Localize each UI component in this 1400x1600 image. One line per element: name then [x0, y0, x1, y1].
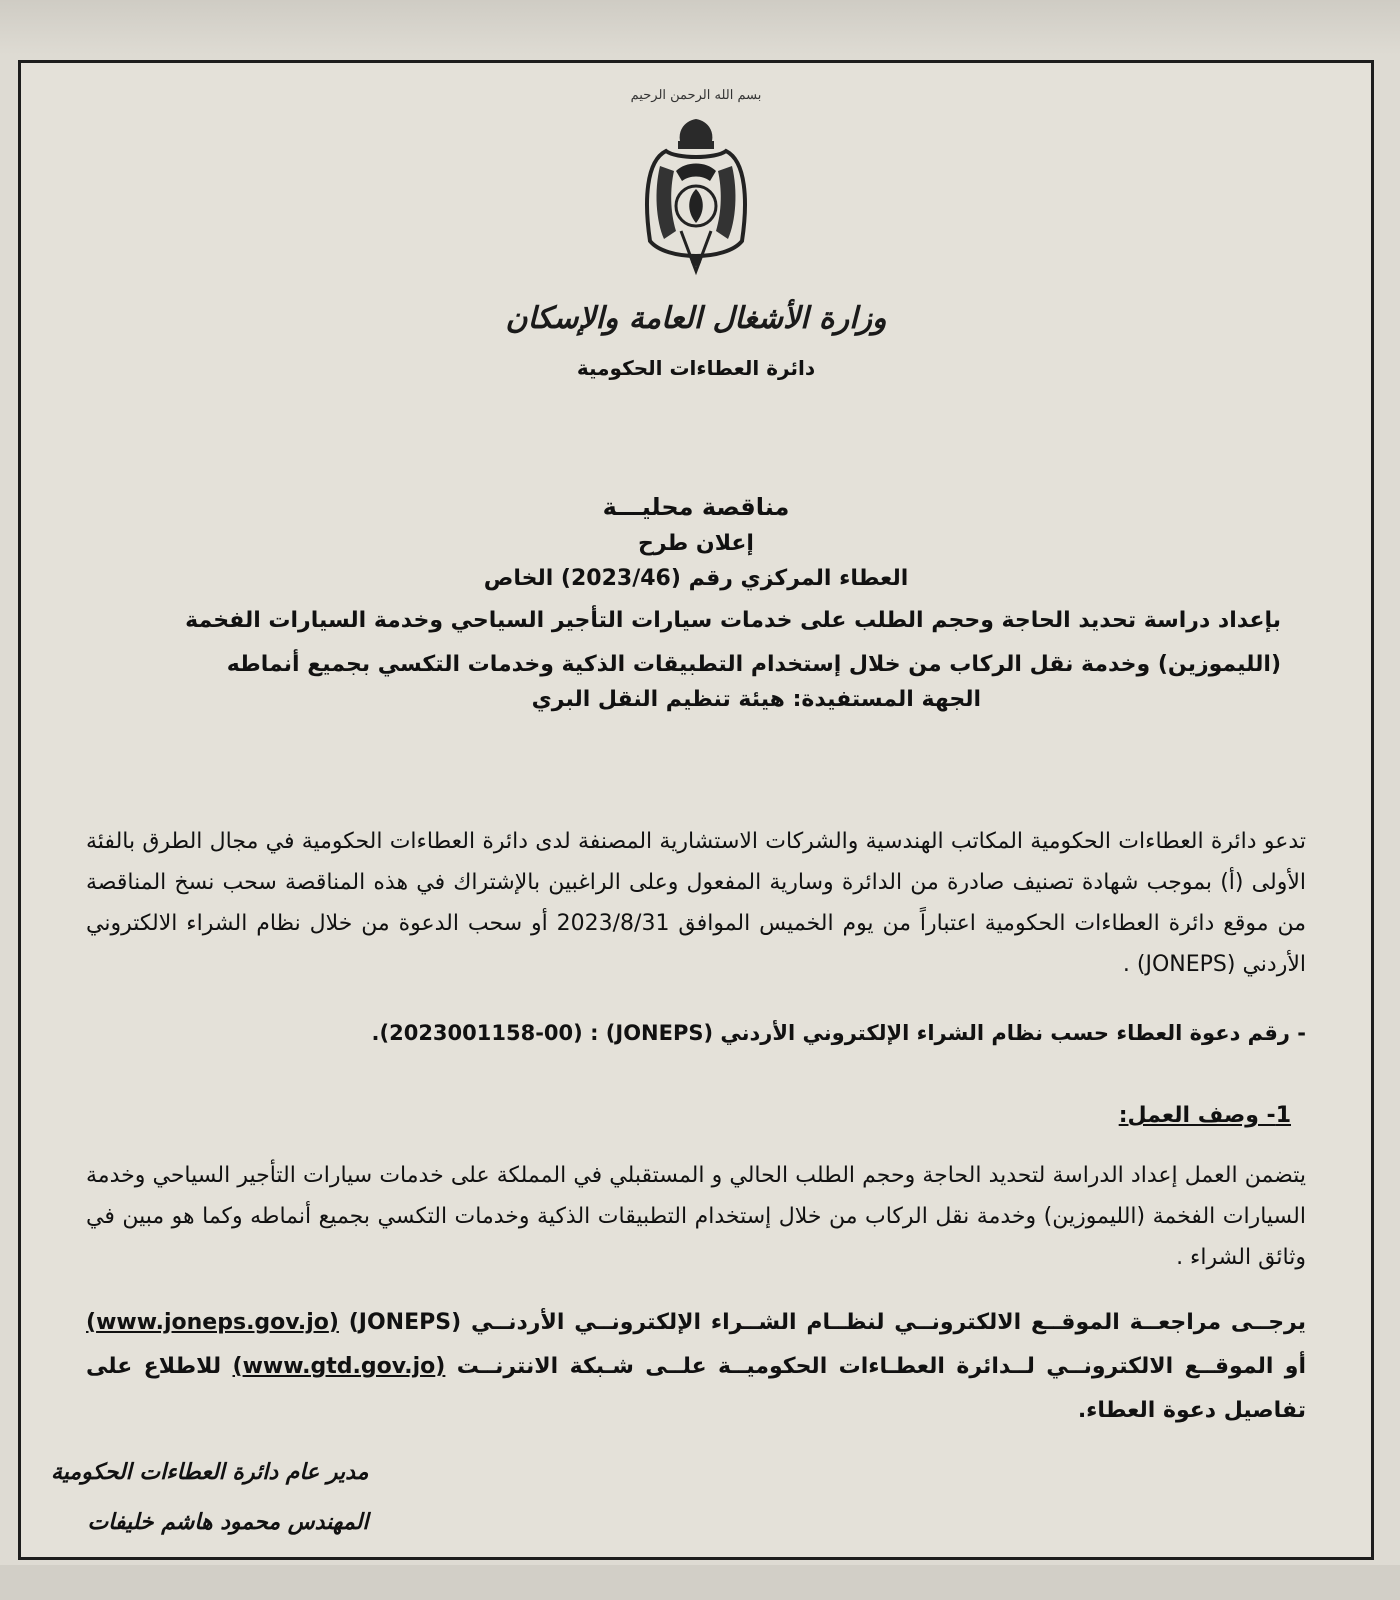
previous-page-bleed	[0, 0, 1400, 55]
ministry-name: وزارة الأشغال العامة والإسكان	[505, 301, 887, 336]
joneps-tender-number: - رقم دعوة العطاء حسب نظام الشراء الإلكتروني الأردني (JONEPS) : (2023001158-00).	[371, 1021, 1306, 1045]
review-text-end: للاطلاع على تفاصيل دعوة العطاء.	[86, 1354, 1306, 1423]
department-name: دائرة العطاءات الحكومية	[576, 356, 816, 380]
tender-type-heading: مناقصة محليـــة	[602, 493, 790, 521]
signatory-title: مدير عام دائرة العطاءات الحكومية	[51, 1460, 369, 1485]
signatory-name: المهندس محمود هاشم خليفات	[87, 1510, 369, 1535]
announcement-frame	[18, 60, 1374, 1560]
announcement-heading: إعلان طرح	[638, 531, 754, 556]
review-websites-paragraph	[86, 1301, 1306, 1433]
review-text-middle: أو الموقــع الالكترونــي لــدائرة العطـاءات الحكوميــة علــى شـبكة الانترنــت	[445, 1354, 1306, 1379]
coat-of-arms-icon	[636, 111, 756, 281]
review-text-start: يرجــى مراجعــة الموقــع الالكترونــي لنظــام الشــراء الإلكترونــي الأردنــي (JONEPS)	[338, 1310, 1307, 1335]
invitation-paragraph: تدعو دائرة العطاءات الحكومية المكاتب الهندسية والشركات الاستشارية المصنفة لدى دائرة العطاءات الحكومية في مجال الطرق بالفئة الأولى (أ) بموجب شهادة تصنيف صادرة من الدائرة وسارية المفعول وعلى الراغبين بالإشتراك في هذه المناقصة سحب نسخ المناقصة من موقع دائرة العطاءات الحكومية اعتباراً من يوم الخميس الموافق 2023/8/31 أو سحب الدعوة من خلال نظام الشراء الالكتروني الأردني (JONEPS) .	[86, 829, 1306, 977]
work-description-heading: 1- وصف العمل:	[1118, 1103, 1291, 1128]
bismillah-text: بسم الله الرحمن الرحيم	[630, 88, 762, 103]
beneficiary-line: الجهة المستفيدة: هيئة تنظيم النقل البري	[531, 687, 981, 712]
letterhead	[21, 88, 1371, 380]
tender-subject: بإعداد دراسة تحديد الحاجة وحجم الطلب على خدمات سيارات التأجير السياحي وخدمة السيارات الفخمة (الليموزين) وخدمة نقل الركاب من خلال إستخدام التطبيقات الذكية وخدمات التكسي بجميع أنماطه	[185, 608, 1281, 677]
tender-title-block	[111, 493, 1281, 712]
gtd-link[interactable]: (www.gtd.gov.jo)	[232, 1354, 446, 1379]
tender-number-heading: العطاء المركزي رقم (2023/46) الخاص	[483, 566, 909, 591]
page-bottom-margin	[0, 1565, 1400, 1600]
joneps-link[interactable]: (www.joneps.gov.jo)	[86, 1310, 339, 1335]
work-description-paragraph: يتضمن العمل إعداد الدراسة لتحديد الحاجة وحجم الطلب الحالي و المستقبلي في المملكة على خدمات سيارات التأجير السياحي وخدمة السيارات الفخمة (الليموزين) وخدمة نقل الركاب من خلال إستخدام التطبيقات الذكية وخدمات التكسي بجميع أنماطه وكما هو مبين في وثائق الشراء .	[86, 1163, 1306, 1270]
signature-block	[51, 1448, 368, 1548]
